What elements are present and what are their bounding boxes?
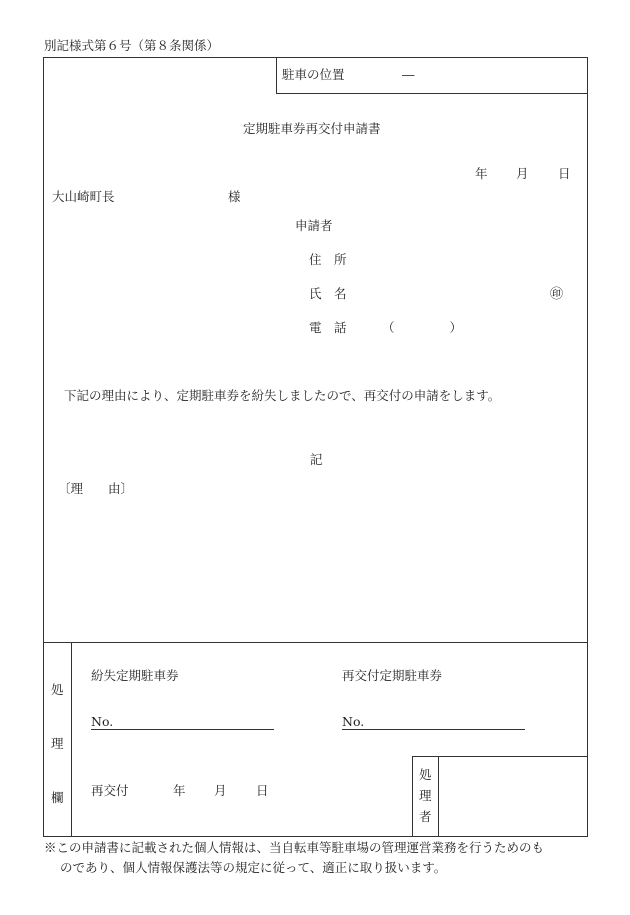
applicant-phone-parens: （ ）: [382, 320, 464, 335]
applicant-phone-label: 電 話: [309, 320, 347, 335]
reissued-ticket-label: 再交付定期駐車券: [342, 668, 443, 683]
reissue-date-year: 年: [173, 783, 186, 798]
processing-side-char-2: 理: [51, 736, 64, 751]
processing-side-divider: [71, 642, 72, 837]
parking-location-label: 駐車の位置: [282, 67, 345, 82]
reissued-ticket-no-label: No.: [342, 714, 365, 729]
reissued-ticket-no-underline: [342, 729, 525, 730]
applicant-heading: 申請者: [295, 218, 333, 233]
form-frame: [43, 57, 588, 837]
lost-ticket-no-underline: [91, 729, 274, 730]
handler-char-1: 処: [419, 767, 432, 782]
reissue-date-month: 月: [214, 783, 227, 798]
processing-side-char-3: 欄: [51, 790, 64, 805]
processing-top-line: [43, 642, 588, 643]
date-year: 年: [475, 166, 488, 181]
handler-box-left: [412, 756, 413, 837]
reason-label: 〔理 由〕: [58, 481, 134, 496]
application-statement: 下記の理由により、定期駐車券を紛失しましたので、再交付の申請をします。: [64, 388, 501, 403]
handler-char-3: 者: [419, 809, 432, 824]
date-day: 日: [558, 166, 571, 181]
addressee-name: 大山崎町長: [52, 189, 115, 204]
reissue-date-day: 日: [256, 783, 269, 798]
form-number: 別記様式第６号（第８条関係）: [44, 38, 220, 53]
location-box-bottom: [276, 93, 588, 94]
handler-char-2: 理: [419, 788, 432, 803]
processing-side-char-1: 処: [51, 682, 64, 697]
ki-heading: 記: [310, 452, 323, 467]
footnote-line-2: のであり、個人情報保護法等の規定に従って、適正に取り扱います。: [60, 860, 447, 875]
addressee-honorific: 様: [228, 189, 241, 204]
reissue-date-label: 再交付: [91, 783, 129, 798]
form-title: 定期駐車券再交付申請書: [243, 121, 381, 136]
footnote-line-1: ※この申請書に記載された個人情報は、当自転車等駐車場の管理運営業務を行うためのも: [44, 840, 545, 855]
lost-ticket-no-label: No.: [91, 714, 114, 729]
location-box-divider: [276, 57, 277, 93]
handler-box-divider: [438, 756, 439, 837]
applicant-name-label: 氏 名: [309, 286, 347, 301]
parking-location-value: ―: [402, 67, 415, 82]
applicant-address-label: 住 所: [309, 252, 347, 267]
seal-mark: ㊞: [550, 287, 564, 302]
date-month: 月: [516, 166, 529, 181]
lost-ticket-label: 紛失定期駐車券: [91, 668, 179, 683]
